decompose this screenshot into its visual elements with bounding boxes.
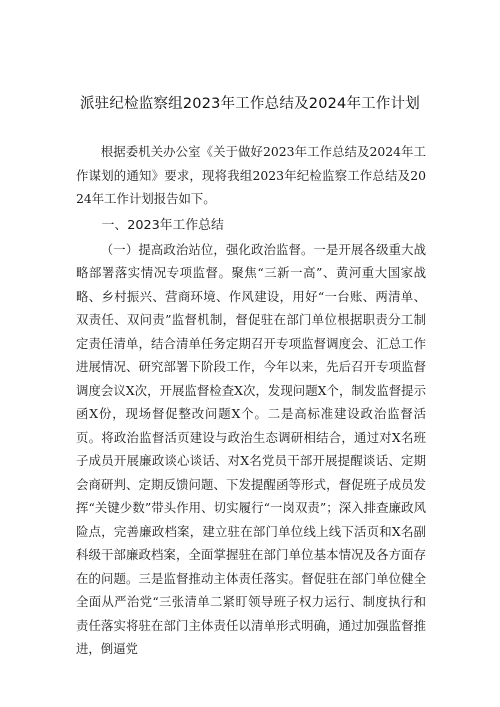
section-1-paragraph-1: （一）提高政治站位，强化政治监督。一是开展各级重大战略部署落实情况专项监督。聚焦“三新一高”、黄河重大国家战略、乡村振兴、营商环境、作风建设，用好“一台账、两清单、双责任、双问责”监督机制，督促驻在部门单位根据职责分工制定责任清单，结合清单任务定期召开专项监督调度会、汇总工作进展情况、研究部署下阶段工作，今年以来，先后召开专项监督调度会议X次，开展监督检查X次，发现问题X个，制发监督提示函X份，现场督促整改问题X个。二是高标准建设政治监督活页。将政治监督活页建设与政治生态调研相结合，通过对X名班子成员开展廉政谈心谈话、对X名党员干部开展提醒谈话、定期会商研判、定期反馈问题、下发提醒函等形式，督促班子成员发挥“关键少数”带头作用、切实履行“一岗双责”；深入排查廉政风险点，完善廉政档案，建立驻在部门单位线上线下活页和X名副科级干部廉政档案，全面掌握驻在部门单位基本情况及各方面存在的问题。三是监督推动主体责任落实。督促驻在部门单位健全全面从严治党“三张清单二紧盯领导班子权力运行、制度执行和责任落实将驻在部门主体责任以清单形式明确，通过加强监督推进，倒逼党: [76, 241, 426, 656]
section-heading-1: 一、2023年工作总结: [101, 217, 224, 233]
document-body: [76, 140, 426, 661]
intro-paragraph: 根据委机关办公室《关于做好2023年工作总结及2024年工作谋划的通知》要求，现将我组2023年纪检监察工作总结及2024年工作计划报告如下。: [76, 144, 426, 206]
document-title: 派驻纪检监察组2023年工作总结及2024年工作计划: [79, 96, 420, 112]
